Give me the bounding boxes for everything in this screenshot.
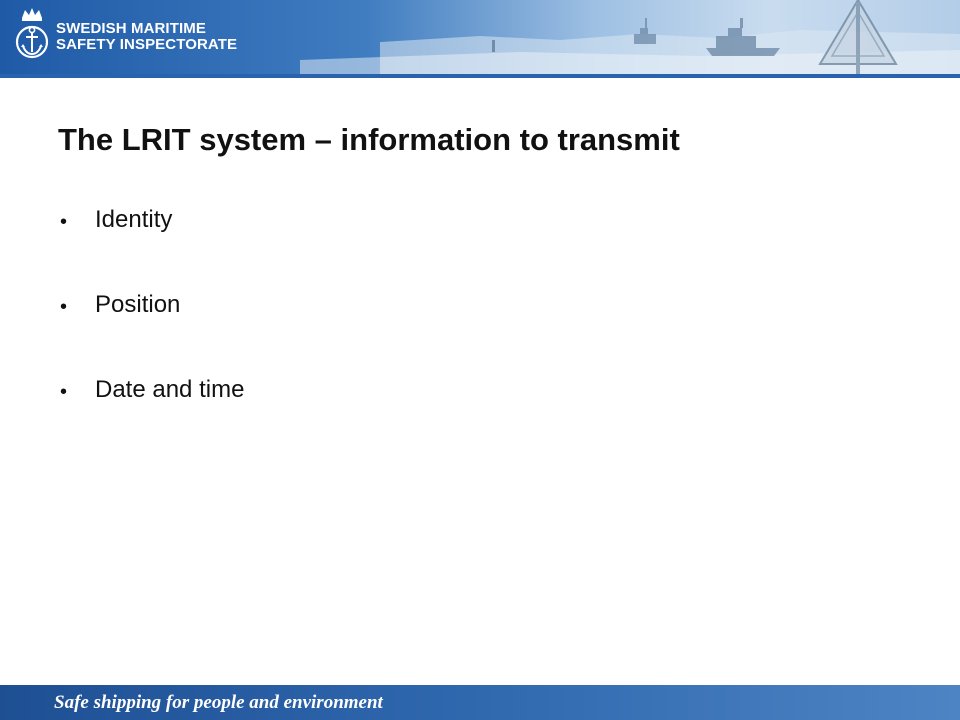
- crown-anchor-emblem-icon: [14, 6, 50, 64]
- organization-name-line1: SWEDISH MARITIME: [56, 20, 206, 37]
- footer-banner: [0, 685, 960, 720]
- organization-name: [56, 21, 237, 53]
- bullet-dot-icon: •: [60, 211, 68, 233]
- bullet-dot-icon: •: [60, 296, 68, 318]
- bullet-text-date-and-time: Date and time: [95, 376, 245, 403]
- organization-name-line2: SAFETY INSPECTORATE: [56, 36, 238, 53]
- header-divider-line: [0, 74, 960, 78]
- header-banner: [0, 0, 960, 74]
- bullet-text-identity: Identity: [95, 206, 173, 233]
- footer-tagline: Safe shipping for people and environment: [54, 692, 383, 713]
- slide-title: The LRIT system – information to transmit: [58, 122, 680, 157]
- bullet-text-position: Position: [95, 291, 181, 318]
- bullet-dot-icon: •: [60, 381, 68, 403]
